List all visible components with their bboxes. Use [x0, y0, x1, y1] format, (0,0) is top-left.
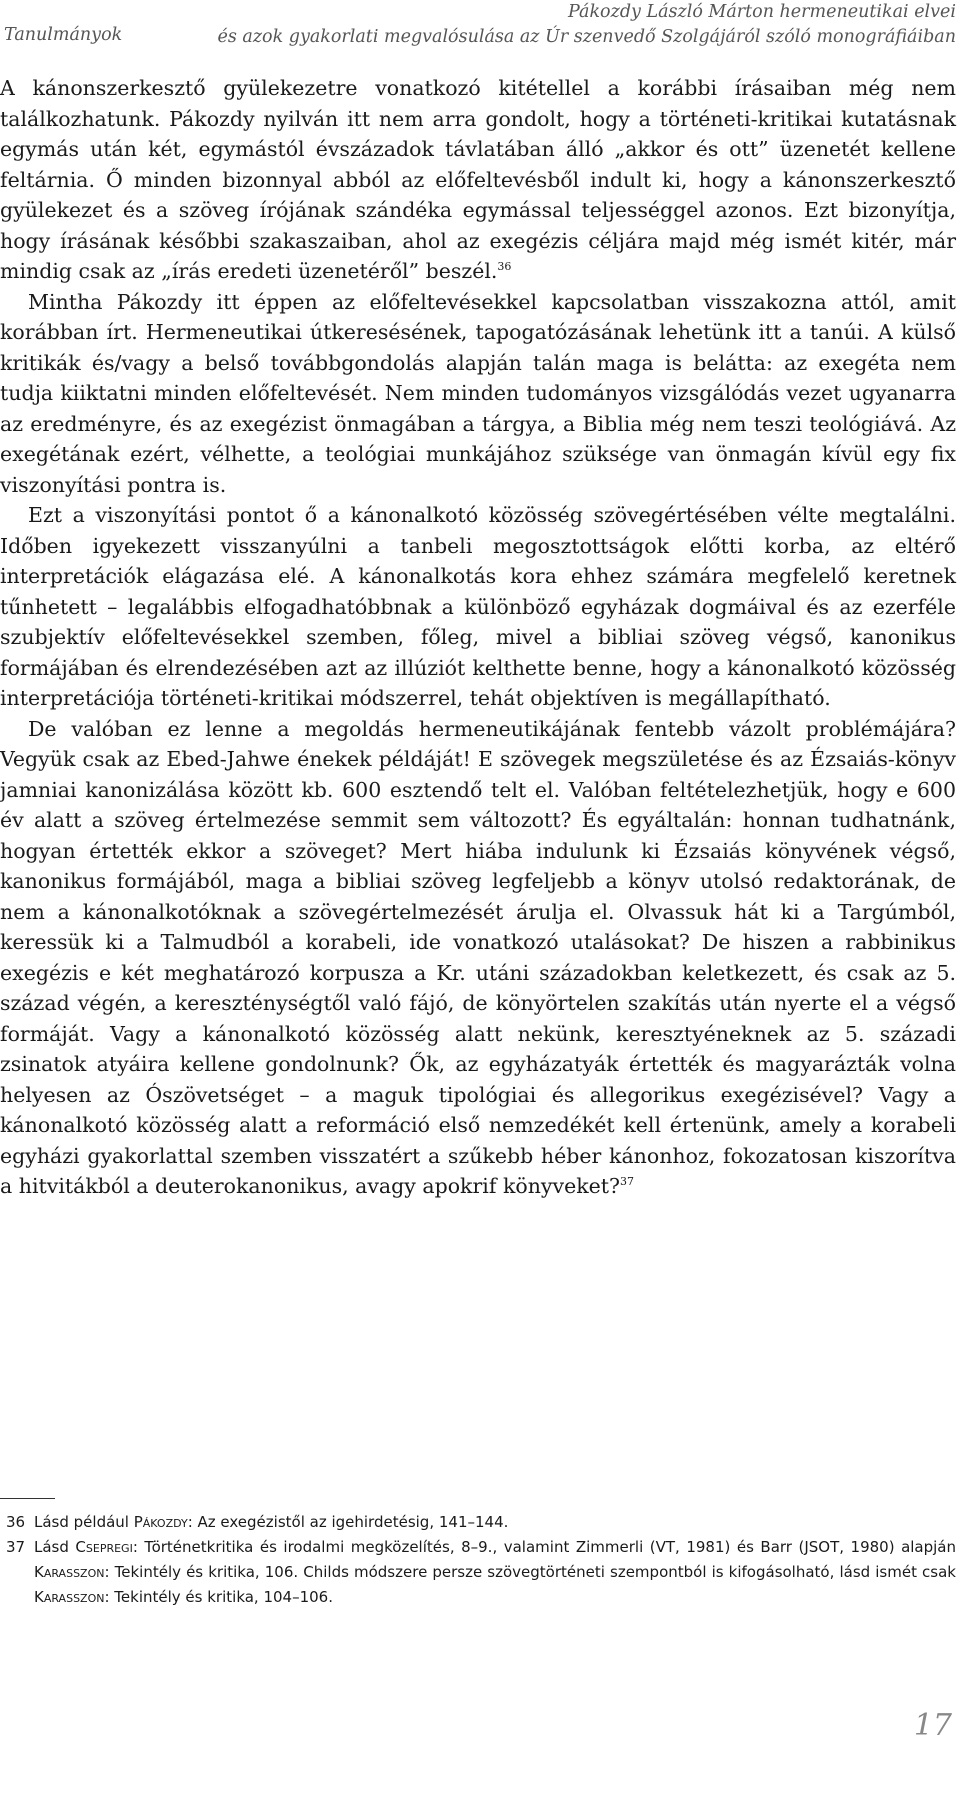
footnote-ref-36[interactable]: 36 — [497, 260, 512, 274]
footnote-ref-37[interactable]: 37 — [620, 1175, 634, 1189]
footnote-text: : Tekintély és kritika, 104–106. — [104, 1588, 333, 1606]
running-head-section: Tanulmányok — [4, 25, 123, 45]
footnote-author: Csepregi — [75, 1538, 133, 1556]
running-head-title — [217, 0, 956, 50]
paragraph-1 — [0, 73, 956, 287]
paragraph-1-text: A kánonszerkesztő gyülekezetre vonatkozó kitétellel a korábbi írásaiban még nem találkozhatunk. Pákozdy nyilván itt nem arra gondolt, hogy a történeti-kritikai kutatásnak egymás után két, egymástól évszázadok távlatában álló „akkor és ott” üzenetét kellene feltárnia. Ő minden bizonnyal abból az előfeltevésből indult ki, hogy a kánonszerkesztő gyülekezet és a szöveg írójának szándéka egymással teljességgel azonos. Ezt bizonyítja, hogy írásának későbbi szakaszaiban, ahol az exegézis céljára majd még ismét kitér, már mindig csak az „írás eredeti üzenetéről” beszél. — [0, 76, 956, 283]
footnote-37 — [0, 1535, 956, 1610]
body-text — [0, 73, 956, 1202]
running-head — [0, 0, 960, 60]
footnote-number: 37 — [6, 1538, 26, 1556]
footnote-text: Lásd — [34, 1538, 76, 1556]
paragraph-4 — [0, 714, 956, 1202]
running-head-title-line2: és azok gyakorlati megvalósulása az Úr szenvedő Szolgájáról szóló monográfiáiban — [217, 27, 956, 47]
footnote-text: Lásd például — [34, 1513, 134, 1531]
page-number: 17 — [913, 1708, 952, 1743]
footnote-author: Karasszon — [34, 1563, 105, 1581]
footnote-36 — [0, 1510, 956, 1535]
running-head-title-line1: Pákozdy László Márton hermeneutikai elvei — [568, 2, 956, 22]
paragraph-3: Ezt a viszonyítási pontot ő a kánonalkotó közösség szövegértésében vélte megtalálni. Időben igyekezett visszanyúlni a tanbeli megosztottságok előtti korba, az eltérő interpretációk elágazása elé. A kánonalkotás kora ehhez számára megfelelő keretnek tűnhetett – legalábbis elfogadhatóbbnak a különböző egyházak dogmáival és az ezerféle szubjektív előfeltevésekkel szemben, főleg, mivel a bibliai szöveg végső, kanonikus formájában és elrendezésében azt az illúziót kelthette benne, hogy a kánonalkotó közösség interpretációja történeti-kritikai módszerrel, tehát objektíven is megállapítható. — [0, 503, 956, 710]
footnote-text: : Az exegézistől az igehirdetésig, 141–144. — [187, 1513, 509, 1531]
footnote-author: Pákozdy — [133, 1513, 188, 1531]
paragraph-2: Mintha Pákozdy itt éppen az előfeltevésekkel kapcsolatban visszakozna attól, amit korábban írt. Hermeneutikai útkeresésének, tapogatózásának lehetünk itt a tanúi. A külső kritikák és/vagy a belső továbbgondolás alapján talán maga is belátta: az exegéta nem tudja kiiktatni minden előfeltevését. Nem minden tudományos vizsgálódás vezet ugyanarra az eredményre, és az exegézist önmagában a tárgya, a Biblia még nem teszi teológiává. Az exegétának ezért, vélhette, a teológiai munkájához szüksége van önmagán kívül egy fix viszonyítási pontra is. — [0, 289, 956, 497]
footnotes — [0, 1510, 956, 1610]
footnote-rule — [0, 1498, 55, 1499]
footnote-number: 36 — [6, 1513, 26, 1531]
footnote-text: : Történetkritika és irodalmi megközelítés, 8–9., valamint Zimmerli (VT, 1981) és Barr (JSOT, 1980) alapján — [132, 1538, 957, 1556]
footnote-author: Karasszon — [34, 1588, 105, 1606]
footnote-text: : Tekintély és kritika, 106. Childs módszere persze szövegtörténeti szempontból is kifogásolható, lásd ismét csak — [104, 1563, 956, 1581]
paragraph-4-text: De valóban ez lenne a megoldás hermeneutikájának fentebb vázolt problémájára? Vegyük csak az Ebed-Jahwe énekek példáját! E szövegek megszületése és az Ézsaiás-könyv jamniai kanonizálása között kb. 600 esztendő telt el. Valóban feltételezhetjük, hogy e 600 év alatt a szöveg értelmezése semmit sem változott? És egyáltalán: honnan tudhatnánk, hogyan értették ekkor a szöveget? Mert hiába indulunk ki Ézsaiás könyvének végső, kanonikus formájából, maga a bibliai szöveg legfeljebb a könyv utolsó redaktorának, de nem a kánonalkotóknak a szövegértelmezését árulja el. Olvassuk hát ki a Targúmból, keressük ki a Talmudból a korabeli, ide vonatkozó utalásokat? De hiszen a rabbinikus exegézis e két meghatározó korpusza a Kr. utáni századokban keletkezett, és csak az 5. század végén, a kereszténységtől való fájó, de könyörtelen szakítás után nyerte el a végső formáját. Vagy a kánonalkotó közösség alatt nekünk, keresztyéneknek az 5. századi zsinatok atyáira kellene gondolnunk? Ők, az egyházatyák értették és magyarázták volna helyesen az Ószövetséget – a maguk tipológiai és allegorikus exegézisével? Vagy a kánonalkotó közösség alatt a reformáció első nemzedékét kell értenünk, amely a korabeli egyházi gyakorlattal szemben visszatért a szűkebb héber kánonhoz, fokozatosan kiszorítva a hitvitákból a deuterokanonikus, avagy apokrif könyveket? — [0, 716, 956, 1198]
